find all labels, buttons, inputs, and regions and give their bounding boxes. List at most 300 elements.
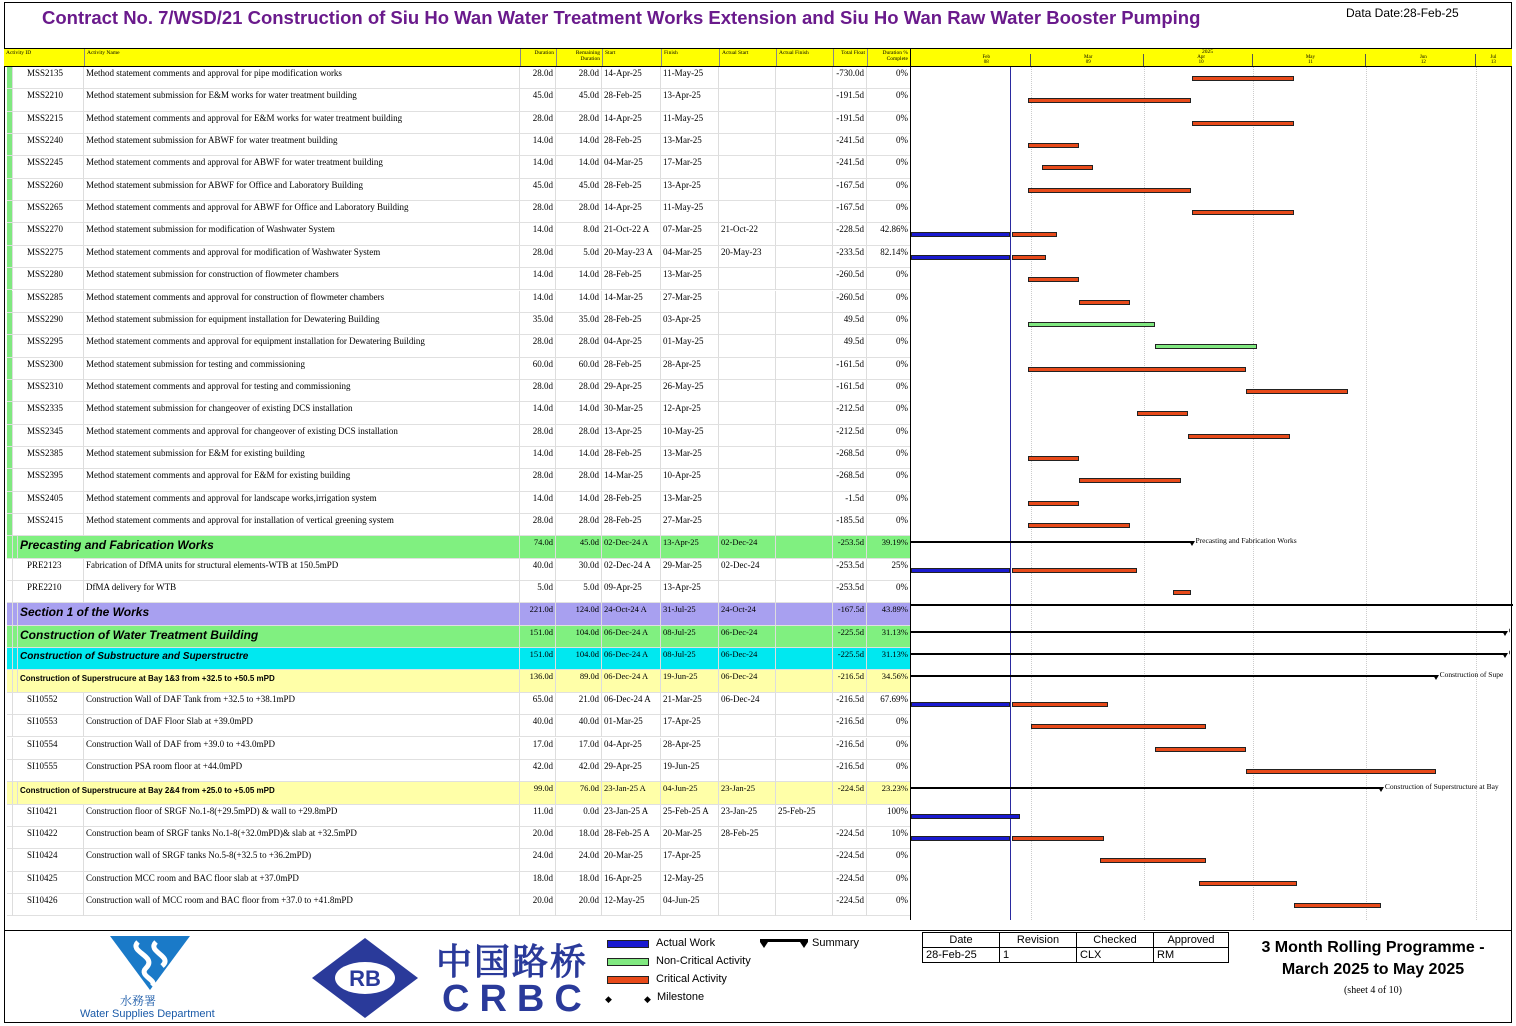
cell-id: MSS2215 bbox=[12, 112, 87, 134]
timeline-month: Jun bbox=[1419, 55, 1427, 60]
cell-rem: 14.0d bbox=[555, 492, 601, 514]
remaining-bar[interactable] bbox=[1012, 232, 1057, 237]
activity-bar[interactable] bbox=[1028, 523, 1130, 528]
table-row[interactable] bbox=[7, 447, 910, 469]
rev-number: 1 bbox=[1000, 948, 1077, 963]
rev-header-checked: Checked bbox=[1077, 933, 1154, 948]
cell-rem: 14.0d bbox=[555, 291, 601, 313]
rev-approved: RM bbox=[1154, 948, 1229, 963]
cell-astart bbox=[718, 514, 775, 536]
wbs-row[interactable] bbox=[7, 626, 910, 648]
cell-astart bbox=[718, 447, 775, 469]
cell-astart bbox=[718, 715, 775, 737]
activity-bar[interactable] bbox=[1173, 590, 1191, 595]
table-row[interactable] bbox=[7, 112, 910, 134]
col-actual-start[interactable]: Actual Start bbox=[719, 49, 776, 66]
cell-tf: -216.5d bbox=[832, 715, 866, 737]
cell-afinish bbox=[775, 246, 832, 268]
cell-tf: -224.5d bbox=[832, 782, 866, 804]
cell-dur: 14.0d bbox=[519, 447, 555, 469]
cell-finish: 29-Mar-25 bbox=[660, 559, 718, 581]
cell-rem: 76.0d bbox=[555, 782, 601, 804]
cell-pct: 100% bbox=[866, 805, 910, 827]
wsd-logo bbox=[108, 934, 192, 992]
summary-end-marker bbox=[1502, 653, 1508, 658]
activity-bar[interactable] bbox=[1192, 121, 1294, 126]
cell-tf: -224.5d bbox=[832, 849, 866, 871]
table-row[interactable] bbox=[7, 67, 910, 89]
cell-id: MSS2415 bbox=[12, 514, 87, 536]
cell-pct: 0% bbox=[866, 156, 910, 178]
cell-name: Method statement comments and approval for installation of vertical greening system bbox=[83, 514, 519, 536]
cell-pct: 39.19% bbox=[866, 536, 910, 558]
cell-dur: 14.0d bbox=[519, 291, 555, 313]
cell-start: 23-Jan-25 A bbox=[601, 782, 660, 804]
wbs-row[interactable] bbox=[7, 648, 910, 670]
cell-pct: 0% bbox=[866, 447, 910, 469]
cell-astart bbox=[718, 201, 775, 223]
cell-tf: -260.5d bbox=[832, 268, 866, 290]
table-row[interactable] bbox=[7, 894, 910, 916]
table-row[interactable] bbox=[7, 514, 910, 536]
cell-dur: 28.0d bbox=[519, 425, 555, 447]
cell-pct: 42.86% bbox=[866, 223, 910, 245]
cell-finish: 13-Mar-25 bbox=[660, 134, 718, 156]
cell-finish: 01-May-25 bbox=[660, 335, 718, 357]
col-actual-finish[interactable]: Actual Finish bbox=[776, 49, 833, 66]
cell-start: 29-Apr-25 bbox=[601, 760, 660, 782]
cell-name: Method statement submission for modification of Washwater System bbox=[83, 223, 519, 245]
activity-bar[interactable] bbox=[1100, 858, 1206, 863]
activity-bar[interactable] bbox=[1028, 188, 1192, 193]
gantt-gridline bbox=[1031, 67, 1032, 920]
cell-finish: 07-Mar-25 bbox=[660, 223, 718, 245]
table-row[interactable] bbox=[7, 693, 910, 715]
cell-dur: 99.0d bbox=[519, 782, 555, 804]
cell-rem: 28.0d bbox=[555, 425, 601, 447]
cell-astart bbox=[718, 492, 775, 514]
cell-id: MSS2405 bbox=[12, 492, 87, 514]
cell-name: Method statement comments and approval for E&M works for water treatment building bbox=[83, 112, 519, 134]
cell-start: 24-Oct-24 A bbox=[601, 603, 660, 625]
activity-bar[interactable] bbox=[1028, 277, 1079, 282]
cell-astart: 02-Dec-24 bbox=[718, 536, 775, 558]
table-row[interactable] bbox=[7, 849, 910, 871]
cell-id: MSS2395 bbox=[12, 469, 87, 491]
cell-afinish bbox=[775, 425, 832, 447]
cell-pct: 0% bbox=[866, 335, 910, 357]
cell-rem: 45.0d bbox=[555, 89, 601, 111]
cell-afinish bbox=[775, 827, 832, 849]
col-total-float[interactable]: Total Float bbox=[833, 49, 867, 66]
cell-name: Construction of Superstrucure at Bay 2&4 from +25.0 to +5.05 mPD bbox=[17, 782, 517, 804]
table-row[interactable] bbox=[7, 760, 910, 782]
cell-rem: 28.0d bbox=[555, 380, 601, 402]
cell-tf: -260.5d bbox=[832, 291, 866, 313]
cell-finish: 28-Apr-25 bbox=[660, 738, 718, 760]
remaining-bar[interactable] bbox=[1012, 702, 1108, 707]
rb-logo-text: RB bbox=[349, 966, 381, 991]
cell-start: 23-Jan-25 A bbox=[601, 805, 660, 827]
cell-start: 14-Mar-25 bbox=[601, 291, 660, 313]
cell-afinish bbox=[775, 894, 832, 916]
activity-bar[interactable] bbox=[1028, 456, 1079, 461]
cell-finish: 11-May-25 bbox=[660, 67, 718, 89]
cell-name: Method statement submission for ABWF for Office and Laboratory Building bbox=[83, 179, 519, 201]
cell-id: MSS2295 bbox=[12, 335, 87, 357]
remaining-bar[interactable] bbox=[1012, 255, 1046, 260]
activity-bar[interactable] bbox=[1155, 747, 1246, 752]
activity-bar[interactable] bbox=[1028, 98, 1192, 103]
cell-dur: 40.0d bbox=[519, 559, 555, 581]
col-activity-id[interactable]: Activity ID bbox=[6, 50, 32, 56]
activity-bar[interactable] bbox=[1199, 881, 1297, 886]
cell-finish: 26-May-25 bbox=[660, 380, 718, 402]
cell-pct: 67.69% bbox=[866, 693, 910, 715]
cell-start: 13-Apr-25 bbox=[601, 425, 660, 447]
rev-checked: CLX bbox=[1077, 948, 1154, 963]
actual-bar[interactable] bbox=[911, 568, 1010, 573]
actual-bar[interactable] bbox=[911, 814, 1020, 819]
table-header bbox=[4, 48, 910, 67]
cell-rem: 28.0d bbox=[555, 514, 601, 536]
cell-afinish bbox=[775, 447, 832, 469]
gantt-gridline bbox=[1253, 67, 1254, 920]
cell-start: 28-Feb-25 bbox=[601, 358, 660, 380]
cell-tf: -233.5d bbox=[832, 246, 866, 268]
cell-start: 29-Apr-25 bbox=[601, 380, 660, 402]
summary-label: Precasting and Fabrication Works bbox=[1195, 536, 1297, 546]
actual-bar[interactable] bbox=[911, 836, 1010, 841]
cell-rem: 24.0d bbox=[555, 849, 601, 871]
summary-label: Construction of Supe bbox=[1439, 670, 1504, 680]
cell-pct: 0% bbox=[866, 134, 910, 156]
cell-name: Method statement comments and approval for changeover of existing DCS installation bbox=[83, 425, 519, 447]
table-row[interactable] bbox=[7, 805, 910, 827]
cell-finish: 12-Apr-25 bbox=[660, 402, 718, 424]
timeline-month: Jul bbox=[1490, 55, 1497, 60]
activity-bar[interactable] bbox=[1028, 322, 1156, 327]
legend-milestone-icon-2: ◆ bbox=[644, 994, 651, 1004]
wbs-row[interactable] bbox=[7, 782, 910, 804]
cell-start: 28-Feb-25 bbox=[601, 492, 660, 514]
cell-id: MSS2240 bbox=[12, 134, 87, 156]
cell-id: MSS2280 bbox=[12, 268, 87, 290]
cell-afinish bbox=[775, 693, 832, 715]
table-row[interactable] bbox=[7, 380, 910, 402]
table-row[interactable] bbox=[7, 581, 910, 603]
table-row[interactable] bbox=[7, 715, 910, 737]
cell-tf: -212.5d bbox=[832, 425, 866, 447]
cell-finish: 11-May-25 bbox=[660, 112, 718, 134]
summary-bar[interactable] bbox=[911, 631, 1505, 633]
timeline-month: May bbox=[1305, 55, 1315, 60]
cell-rem: 28.0d bbox=[555, 67, 601, 89]
revision-table bbox=[922, 932, 1229, 963]
cell-astart bbox=[718, 894, 775, 916]
activity-bar[interactable] bbox=[1028, 501, 1079, 506]
cell-dur: 24.0d bbox=[519, 849, 555, 871]
table-row[interactable] bbox=[7, 313, 910, 335]
cell-id: MSS2270 bbox=[12, 223, 87, 245]
rev-header-revision: Revision bbox=[1000, 933, 1077, 948]
cell-name: Method statement comments and approval for testing and commissioning bbox=[83, 380, 519, 402]
col-remaining[interactable]: Remaining Duration bbox=[556, 49, 602, 66]
cell-name: Construction wall of SRGF tanks No.5-8(+32.5 to +36.2mPD) bbox=[83, 849, 519, 871]
cell-afinish bbox=[775, 335, 832, 357]
cell-pct: 25% bbox=[866, 559, 910, 581]
cell-id: SI10555 bbox=[12, 760, 87, 782]
table-row[interactable] bbox=[7, 223, 910, 245]
cell-start: 04-Apr-25 bbox=[601, 335, 660, 357]
cell-pct: 0% bbox=[866, 358, 910, 380]
activity-bar[interactable] bbox=[1079, 300, 1130, 305]
cell-dur: 221.0d bbox=[519, 603, 555, 625]
cell-id: MSS2310 bbox=[12, 380, 87, 402]
summary-bar[interactable] bbox=[911, 787, 1381, 789]
cell-dur: 74.0d bbox=[519, 536, 555, 558]
table-row[interactable] bbox=[7, 872, 910, 894]
cell-tf: -268.5d bbox=[832, 447, 866, 469]
cell-finish: 20-Mar-25 bbox=[660, 827, 718, 849]
cell-rem: 20.0d bbox=[555, 894, 601, 916]
cell-rem: 8.0d bbox=[555, 223, 601, 245]
cell-name: Section 1 of the Works bbox=[17, 603, 517, 625]
cell-rem: 17.0d bbox=[555, 738, 601, 760]
cell-afinish bbox=[775, 223, 832, 245]
timeline-week: 13 bbox=[1490, 60, 1496, 65]
cell-afinish bbox=[775, 559, 832, 581]
activity-bar[interactable] bbox=[1246, 389, 1348, 394]
actual-bar[interactable] bbox=[911, 702, 1010, 707]
cell-pct: 0% bbox=[866, 738, 910, 760]
wbs-row[interactable] bbox=[7, 536, 910, 558]
cell-tf: -167.5d bbox=[832, 179, 866, 201]
cell-rem: 18.0d bbox=[555, 872, 601, 894]
cell-pct: 0% bbox=[866, 894, 910, 916]
cell-astart: 23-Jan-25 bbox=[718, 782, 775, 804]
cell-dur: 28.0d bbox=[519, 112, 555, 134]
cell-start: 06-Dec-24 A bbox=[601, 648, 660, 670]
cell-afinish bbox=[775, 738, 832, 760]
cell-name: Construction Wall of DAF from +39.0 to +43.0mPD bbox=[83, 738, 519, 760]
cell-tf: -216.5d bbox=[832, 760, 866, 782]
cell-id: PRE2210 bbox=[12, 581, 87, 603]
table-row[interactable] bbox=[7, 559, 910, 581]
activity-bar[interactable] bbox=[1028, 367, 1247, 372]
cell-tf: -216.5d bbox=[832, 693, 866, 715]
cell-tf: -191.5d bbox=[832, 89, 866, 111]
activity-bar[interactable] bbox=[1028, 143, 1079, 148]
cell-astart bbox=[718, 581, 775, 603]
table-row[interactable] bbox=[7, 358, 910, 380]
cell-rem: 5.0d bbox=[555, 581, 601, 603]
col-activity-name[interactable]: Activity Name bbox=[84, 49, 520, 66]
cell-finish: 08-Jul-25 bbox=[660, 626, 718, 648]
cell-dur: 28.0d bbox=[519, 469, 555, 491]
cell-start: 06-Dec-24 A bbox=[601, 626, 660, 648]
programme-title-line1: 3 Month Rolling Programme - bbox=[1261, 939, 1485, 956]
activity-bar[interactable] bbox=[1192, 76, 1294, 81]
activity-bar[interactable] bbox=[1031, 724, 1206, 729]
cell-afinish bbox=[775, 201, 832, 223]
cell-pct: 0% bbox=[866, 268, 910, 290]
legend-noncritical-label: Non-Critical Activity bbox=[656, 955, 751, 967]
summary-bar[interactable] bbox=[911, 653, 1505, 655]
table-row[interactable] bbox=[7, 201, 910, 223]
cell-afinish bbox=[775, 358, 832, 380]
cell-id: MSS2265 bbox=[12, 201, 87, 223]
cell-pct: 23.23% bbox=[866, 782, 910, 804]
gantt-chart bbox=[910, 48, 1513, 920]
cell-afinish bbox=[775, 134, 832, 156]
rb-logo bbox=[310, 936, 420, 1020]
table-row[interactable] bbox=[7, 89, 910, 111]
cell-rem: 5.0d bbox=[555, 246, 601, 268]
cell-afinish bbox=[775, 313, 832, 335]
cell-finish: 17-Mar-25 bbox=[660, 156, 718, 178]
cell-dur: 20.0d bbox=[519, 827, 555, 849]
cell-start: 14-Apr-25 bbox=[601, 67, 660, 89]
cell-name: Method statement submission for ABWF for water treatment building bbox=[83, 134, 519, 156]
cell-dur: 5.0d bbox=[519, 581, 555, 603]
table-row[interactable] bbox=[7, 134, 910, 156]
cell-pct: 0% bbox=[866, 291, 910, 313]
cell-afinish bbox=[775, 849, 832, 871]
table-row[interactable] bbox=[7, 156, 910, 178]
table-row[interactable] bbox=[7, 425, 910, 447]
cell-pct: 0% bbox=[866, 380, 910, 402]
cell-tf: -253.5d bbox=[832, 581, 866, 603]
cell-start: 28-Feb-25 bbox=[601, 134, 660, 156]
cell-dur: 136.0d bbox=[519, 670, 555, 692]
cell-finish: 03-Apr-25 bbox=[660, 313, 718, 335]
cell-pct: 0% bbox=[866, 402, 910, 424]
cell-start: 04-Mar-25 bbox=[601, 156, 660, 178]
wsd-english-name: Water Supplies Department bbox=[80, 1008, 215, 1020]
activity-bar[interactable] bbox=[1155, 344, 1257, 349]
wsd-chinese-name: 水務署 bbox=[120, 994, 157, 1008]
cell-name: Method statement comments and approval for E&M for existing building bbox=[83, 469, 519, 491]
table-row[interactable] bbox=[7, 402, 910, 424]
cell-rem: 0.0d bbox=[555, 805, 601, 827]
summary-bar[interactable] bbox=[911, 541, 1192, 543]
activity-bar[interactable] bbox=[1246, 769, 1435, 774]
cell-afinish bbox=[775, 492, 832, 514]
summary-bar[interactable] bbox=[911, 675, 1436, 677]
cell-pct: 0% bbox=[866, 760, 910, 782]
cell-pct: 0% bbox=[866, 492, 910, 514]
cell-start: 02-Dec-24 A bbox=[601, 559, 660, 581]
cell-start: 01-Mar-25 bbox=[601, 715, 660, 737]
cell-afinish: 25-Feb-25 bbox=[775, 805, 832, 827]
cell-finish: 10-May-25 bbox=[660, 425, 718, 447]
cell-name: Construction PSA room floor at +44.0mPD bbox=[83, 760, 519, 782]
table-row[interactable] bbox=[7, 291, 910, 313]
cell-start: 28-Feb-25 bbox=[601, 514, 660, 536]
cell-start: 20-Mar-25 bbox=[601, 849, 660, 871]
cell-tf: -212.5d bbox=[832, 402, 866, 424]
table-row[interactable] bbox=[7, 268, 910, 290]
remaining-bar[interactable] bbox=[1012, 568, 1137, 573]
activity-bar[interactable] bbox=[1294, 903, 1381, 908]
table-row[interactable] bbox=[7, 246, 910, 268]
cell-rem: 42.0d bbox=[555, 760, 601, 782]
cell-start: 28-Feb-25 bbox=[601, 179, 660, 201]
cell-astart: 21-Oct-22 bbox=[718, 223, 775, 245]
cell-name: Construction of Superstrucure at Bay 1&3 from +32.5 to +50.5 mPD bbox=[17, 670, 517, 692]
cell-start: 09-Apr-25 bbox=[601, 581, 660, 603]
cell-dur: 42.0d bbox=[519, 760, 555, 782]
cell-finish: 04-Mar-25 bbox=[660, 246, 718, 268]
table-row[interactable] bbox=[7, 335, 910, 357]
cell-tf: -224.5d bbox=[832, 827, 866, 849]
cell-rem: 28.0d bbox=[555, 201, 601, 223]
activity-bar[interactable] bbox=[1192, 210, 1294, 215]
cell-dur: 20.0d bbox=[519, 894, 555, 916]
activity-bar[interactable] bbox=[1188, 434, 1290, 439]
cell-finish: 13-Apr-25 bbox=[660, 89, 718, 111]
cell-astart bbox=[718, 358, 775, 380]
cell-id: MSS2345 bbox=[12, 425, 87, 447]
table-row[interactable] bbox=[7, 827, 910, 849]
crbc-chinese-name: 中国路桥 bbox=[436, 942, 589, 983]
remaining-bar[interactable] bbox=[1012, 836, 1104, 841]
legend-milestone-icon: ◆ bbox=[605, 994, 612, 1004]
table-row[interactable] bbox=[7, 179, 910, 201]
cell-finish: 11-May-25 bbox=[660, 201, 718, 223]
cell-tf: -216.5d bbox=[832, 738, 866, 760]
cell-id: MSS2385 bbox=[12, 447, 87, 469]
cell-finish: 08-Jul-25 bbox=[660, 648, 718, 670]
wbs-row[interactable] bbox=[7, 670, 910, 692]
cell-rem: 104.0d bbox=[555, 648, 601, 670]
col-finish[interactable]: Finish bbox=[661, 49, 719, 66]
actual-bar[interactable] bbox=[911, 255, 1010, 260]
cell-start: 28-Feb-25 bbox=[601, 447, 660, 469]
cell-dur: 28.0d bbox=[519, 201, 555, 223]
col-duration[interactable]: Duration bbox=[520, 49, 556, 66]
cell-afinish bbox=[775, 380, 832, 402]
legend-critical-swatch bbox=[607, 976, 649, 984]
cell-start: 04-Apr-25 bbox=[601, 738, 660, 760]
cell-finish: 21-Mar-25 bbox=[660, 693, 718, 715]
wbs-row[interactable] bbox=[7, 603, 910, 625]
activity-bar[interactable] bbox=[1137, 411, 1188, 416]
summary-label: Construction of Superstructure at Bay bbox=[1384, 782, 1499, 792]
cell-astart: 02-Dec-24 bbox=[718, 559, 775, 581]
cell-rem: 30.0d bbox=[555, 559, 601, 581]
cell-name: Method statement comments and approval for modification of Washwater System bbox=[83, 246, 519, 268]
cell-dur: 28.0d bbox=[519, 514, 555, 536]
col-pct-complete[interactable]: Duration % Complete bbox=[867, 49, 910, 66]
table-row[interactable] bbox=[7, 469, 910, 491]
cell-pct: 0% bbox=[866, 469, 910, 491]
cell-finish: 17-Apr-25 bbox=[660, 715, 718, 737]
cell-pct: 31.13% bbox=[866, 626, 910, 648]
activity-bar[interactable] bbox=[1079, 478, 1181, 483]
cell-finish: 27-Mar-25 bbox=[660, 291, 718, 313]
cell-finish: 13-Apr-25 bbox=[660, 581, 718, 603]
table-row[interactable] bbox=[7, 492, 910, 514]
data-date-line bbox=[1010, 67, 1011, 920]
actual-bar[interactable] bbox=[911, 232, 1010, 237]
table-row[interactable] bbox=[7, 738, 910, 760]
col-start[interactable]: Start bbox=[602, 49, 661, 66]
rev-header-approved: Approved bbox=[1154, 933, 1229, 948]
activity-bar[interactable] bbox=[1042, 165, 1093, 170]
cell-id: SI10424 bbox=[12, 849, 87, 871]
